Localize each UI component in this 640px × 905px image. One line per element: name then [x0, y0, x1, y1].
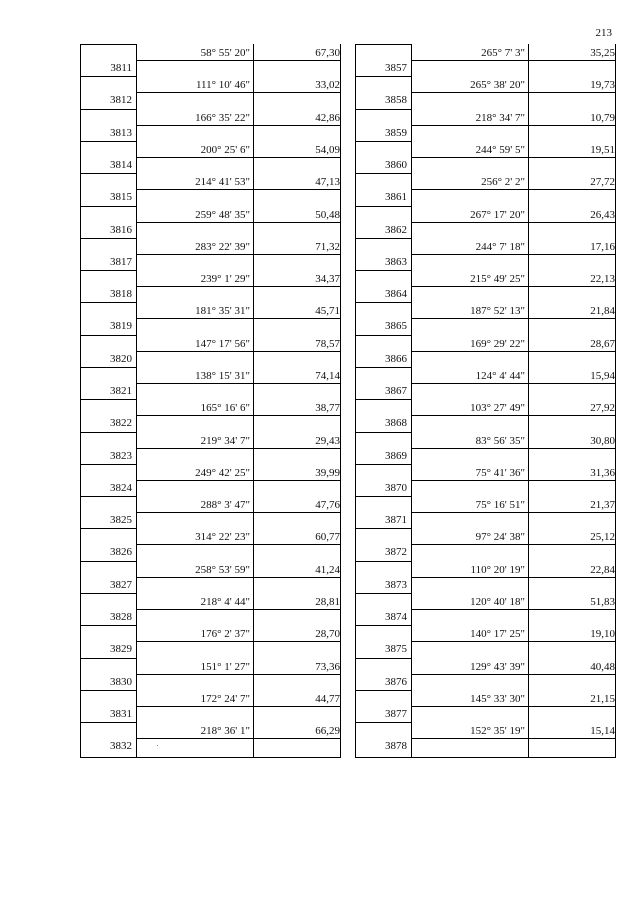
point-number: 3830	[110, 676, 132, 688]
point-number: 3811	[110, 62, 132, 74]
left-value-rule	[136, 706, 341, 707]
distance-value: 21,84	[590, 305, 615, 317]
distance-value: 42,86	[315, 112, 340, 124]
right-point-rule	[355, 141, 411, 142]
left-value-rule	[136, 577, 341, 578]
bearing-angle: 75° 41' 36"	[475, 467, 525, 479]
left-point-rule	[80, 690, 136, 691]
right-point-rule	[355, 722, 411, 723]
right-point-rule	[355, 109, 411, 110]
point-number: 3827	[110, 579, 132, 591]
distance-value: 31,36	[590, 467, 615, 479]
distance-value: 67,30	[315, 47, 340, 59]
distance-value: 15,14	[590, 725, 615, 737]
distance-value: 19,73	[590, 79, 615, 91]
distance-value: 15,94	[590, 370, 615, 382]
distance-value: 60,77	[315, 531, 340, 543]
point-number: 3831	[110, 708, 132, 720]
bearing-angle: 169° 29' 22"	[470, 338, 525, 350]
right-point-rule	[355, 464, 411, 465]
left-value-rule	[136, 480, 341, 481]
right-value-rule	[411, 480, 616, 481]
bearing-angle: 75° 16' 51"	[475, 499, 525, 511]
right-value-rule	[411, 738, 616, 739]
bearing-angle: 218° 4' 44"	[200, 596, 250, 608]
left-point-rule	[80, 76, 136, 77]
bearing-angle: 111° 10' 46"	[195, 79, 250, 91]
point-number: 3823	[110, 450, 132, 462]
right-value-rule	[411, 674, 616, 675]
right-value-rule	[411, 286, 616, 287]
bearing-angle: 181° 35' 31"	[195, 305, 250, 317]
point-number: 3871	[385, 514, 407, 526]
distance-value: 44,77	[315, 693, 340, 705]
left-value-rule	[136, 512, 341, 513]
bearing-angle: 124° 4' 44"	[475, 370, 525, 382]
point-number: 3816	[110, 224, 132, 236]
right-point-rule	[355, 528, 411, 529]
right-value-rule	[411, 92, 616, 93]
right-point-rule	[355, 561, 411, 562]
point-number: 3815	[110, 191, 132, 203]
left-table-grid	[80, 44, 340, 757]
left-point-rule	[80, 109, 136, 110]
left-point-rule	[80, 496, 136, 497]
left-traverse-table	[80, 44, 340, 757]
right-value-rule	[411, 318, 616, 319]
right-value-rule	[411, 60, 616, 61]
bearing-angle: 83° 56' 35"	[475, 435, 525, 447]
bearing-angle: 97° 24' 38"	[475, 531, 525, 543]
distance-value: 35,25	[590, 47, 615, 59]
left-bottom-border	[80, 757, 341, 758]
distance-value: 30,80	[590, 435, 615, 447]
left-value-rule	[136, 544, 341, 545]
right-bottom-border	[355, 757, 616, 758]
bearing-angle: 244° 59' 5"	[475, 144, 525, 156]
point-number: 3813	[110, 127, 132, 139]
right-value-rule	[411, 254, 616, 255]
point-number: 3862	[385, 224, 407, 236]
bearing-angle: 283° 22' 39"	[195, 241, 250, 253]
point-number: 3828	[110, 611, 132, 623]
distance-value: 27,92	[590, 402, 615, 414]
right-value-rule	[411, 448, 616, 449]
left-point-rule	[80, 432, 136, 433]
point-number: 3857	[385, 62, 407, 74]
right-value-rule	[411, 512, 616, 513]
bearing-angle: 120° 40' 18"	[470, 596, 525, 608]
left-value-rule	[136, 157, 341, 158]
scan-speck	[157, 745, 158, 746]
left-point-rule	[80, 367, 136, 368]
left-value-rule	[136, 738, 341, 739]
point-number: 3860	[385, 159, 407, 171]
point-number: 3858	[385, 94, 407, 106]
bearing-angle: 314° 22' 23"	[195, 531, 250, 543]
left-point-rule	[80, 335, 136, 336]
bearing-angle: 214° 41' 53"	[195, 176, 250, 188]
point-number: 3820	[110, 353, 132, 365]
right-point-rule	[355, 335, 411, 336]
left-point-rule	[80, 528, 136, 529]
right-point-rule	[355, 206, 411, 207]
left-value-rule	[136, 60, 341, 61]
left-value-rule	[136, 383, 341, 384]
bearing-angle: 259° 48' 35"	[195, 209, 250, 221]
left-value-rule	[136, 222, 341, 223]
right-point-rule	[355, 44, 411, 45]
bearing-angle: 258° 53' 59"	[195, 564, 250, 576]
right-point-rule	[355, 658, 411, 659]
bearing-angle: 265° 38' 20"	[470, 79, 525, 91]
bearing-angle: 129° 43' 39"	[470, 661, 525, 673]
distance-value: 50,48	[315, 209, 340, 221]
right-point-rule	[355, 367, 411, 368]
point-number: 3874	[385, 611, 407, 623]
bearing-angle: 166° 35' 22"	[195, 112, 250, 124]
distance-value: 28,67	[590, 338, 615, 350]
point-number: 3877	[385, 708, 407, 720]
left-point-rule	[80, 206, 136, 207]
right-value-rule	[411, 706, 616, 707]
distance-value: 66,29	[315, 725, 340, 737]
distance-value: 74,14	[315, 370, 340, 382]
left-value-rule	[136, 415, 341, 416]
bearing-angle: 138° 15' 31"	[195, 370, 250, 382]
left-point-rule	[80, 270, 136, 271]
right-value-rule	[411, 351, 616, 352]
distance-value: 28,81	[315, 596, 340, 608]
distance-value: 19,10	[590, 628, 615, 640]
distance-value: 39,99	[315, 467, 340, 479]
distance-value: 51,83	[590, 596, 615, 608]
bearing-angle: 147° 17' 56"	[195, 338, 250, 350]
distance-value: 26,43	[590, 209, 615, 221]
left-point-rule	[80, 561, 136, 562]
left-value-rule	[136, 254, 341, 255]
distance-value: 27,72	[590, 176, 615, 188]
point-number: 3872	[385, 546, 407, 558]
right-traverse-table	[355, 44, 615, 757]
bearing-angle: 219° 34' 7"	[200, 435, 250, 447]
right-value-rule	[411, 189, 616, 190]
left-value-rule	[136, 189, 341, 190]
right-value-rule	[411, 157, 616, 158]
left-point-rule	[80, 625, 136, 626]
left-point-rule	[80, 238, 136, 239]
point-number: 3826	[110, 546, 132, 558]
left-point-rule	[80, 722, 136, 723]
distance-value: 47,76	[315, 499, 340, 511]
left-value-rule	[136, 125, 341, 126]
point-number: 3864	[385, 288, 407, 300]
distance-value: 10,79	[590, 112, 615, 124]
point-number: 3824	[110, 482, 132, 494]
left-value-rule	[136, 286, 341, 287]
point-number: 3869	[385, 450, 407, 462]
left-point-rule	[80, 658, 136, 659]
point-number: 3863	[385, 256, 407, 268]
bearing-angle: 218° 36' 1"	[200, 725, 250, 737]
distance-value: 34,37	[315, 273, 340, 285]
bearing-angle: 288° 3' 47"	[200, 499, 250, 511]
distance-value: 25,12	[590, 531, 615, 543]
distance-value: 38,77	[315, 402, 340, 414]
bearing-angle: 172° 24' 7"	[200, 693, 250, 705]
distance-value: 19,51	[590, 144, 615, 156]
page-number: 213	[595, 27, 612, 39]
right-point-rule	[355, 173, 411, 174]
bearing-angle: 165° 16' 6"	[200, 402, 250, 414]
left-value-rule	[136, 609, 341, 610]
distance-value: 22,84	[590, 564, 615, 576]
bearing-angle: 58° 55' 20"	[200, 47, 250, 59]
bearing-angle: 215° 49' 25"	[470, 273, 525, 285]
left-value-rule	[136, 92, 341, 93]
bearing-angle: 145° 33' 30"	[470, 693, 525, 705]
distance-value: 73,36	[315, 661, 340, 673]
bearing-angle: 256° 2' 2"	[481, 176, 525, 188]
right-point-rule	[355, 432, 411, 433]
bearing-angle: 200° 25' 6"	[200, 144, 250, 156]
point-number: 3812	[110, 94, 132, 106]
bearing-angle: 176° 2' 37"	[200, 628, 250, 640]
distance-value: 78,57	[315, 338, 340, 350]
point-number: 3868	[385, 417, 407, 429]
distance-value: 54,09	[315, 144, 340, 156]
distance-value: 33,02	[315, 79, 340, 91]
point-number: 3867	[385, 385, 407, 397]
right-point-rule	[355, 399, 411, 400]
point-number: 3873	[385, 579, 407, 591]
right-point-rule	[355, 690, 411, 691]
right-point-rule	[355, 593, 411, 594]
right-value-rule	[411, 383, 616, 384]
right-value-rule	[411, 577, 616, 578]
distance-value: 41,24	[315, 564, 340, 576]
left-value-rule	[136, 351, 341, 352]
left-point-rule	[80, 44, 136, 45]
right-point-rule	[355, 76, 411, 77]
bearing-angle: 110° 20' 19"	[470, 564, 525, 576]
left-point-rule	[80, 464, 136, 465]
point-number: 3878	[385, 740, 407, 752]
point-number: 3818	[110, 288, 132, 300]
distance-value: 40,48	[590, 661, 615, 673]
left-value-rule	[136, 641, 341, 642]
bearing-angle: 152° 35' 19"	[470, 725, 525, 737]
right-value-rule	[411, 415, 616, 416]
left-point-rule	[80, 399, 136, 400]
bearing-angle: 239° 1' 29"	[200, 273, 250, 285]
distance-value: 45,71	[315, 305, 340, 317]
point-number: 3829	[110, 643, 132, 655]
right-point-rule	[355, 302, 411, 303]
right-point-rule	[355, 270, 411, 271]
distance-value: 29,43	[315, 435, 340, 447]
point-number: 3817	[110, 256, 132, 268]
point-number: 3866	[385, 353, 407, 365]
right-value-rule	[411, 544, 616, 545]
bearing-angle: 218° 34' 7"	[475, 112, 525, 124]
bearing-angle: 267° 17' 20"	[470, 209, 525, 221]
right-point-rule	[355, 625, 411, 626]
left-point-rule	[80, 173, 136, 174]
right-value-rule	[411, 641, 616, 642]
point-number: 3861	[385, 191, 407, 203]
point-number: 3870	[385, 482, 407, 494]
distance-value: 47,13	[315, 176, 340, 188]
left-value-rule	[136, 318, 341, 319]
point-number: 3822	[110, 417, 132, 429]
bearing-angle: 140° 17' 25"	[470, 628, 525, 640]
distance-value: 22,13	[590, 273, 615, 285]
point-number: 3876	[385, 676, 407, 688]
right-point-rule	[355, 238, 411, 239]
bearing-angle: 244° 7' 18"	[475, 241, 525, 253]
left-point-rule	[80, 302, 136, 303]
point-number: 3865	[385, 320, 407, 332]
bearing-angle: 103° 27' 49"	[470, 402, 525, 414]
left-value-rule	[136, 674, 341, 675]
point-number: 3814	[110, 159, 132, 171]
bearing-angle: 265° 7' 3"	[481, 47, 525, 59]
point-number: 3821	[110, 385, 132, 397]
point-number: 3875	[385, 643, 407, 655]
right-value-rule	[411, 609, 616, 610]
point-number: 3832	[110, 740, 132, 752]
point-number: 3859	[385, 127, 407, 139]
distance-value: 21,15	[590, 693, 615, 705]
distance-value: 21,37	[590, 499, 615, 511]
left-point-rule	[80, 141, 136, 142]
right-value-rule	[411, 222, 616, 223]
point-number: 3819	[110, 320, 132, 332]
bearing-angle: 249° 42' 25"	[195, 467, 250, 479]
point-number: 3825	[110, 514, 132, 526]
left-value-rule	[136, 448, 341, 449]
distance-value: 71,32	[315, 241, 340, 253]
right-value-rule	[411, 125, 616, 126]
bearing-angle: 151° 1' 27"	[200, 661, 250, 673]
distance-value: 28,70	[315, 628, 340, 640]
distance-value: 17,16	[590, 241, 615, 253]
right-point-rule	[355, 496, 411, 497]
left-point-rule	[80, 593, 136, 594]
right-table-grid	[355, 44, 615, 757]
bearing-angle: 187° 52' 13"	[470, 305, 525, 317]
